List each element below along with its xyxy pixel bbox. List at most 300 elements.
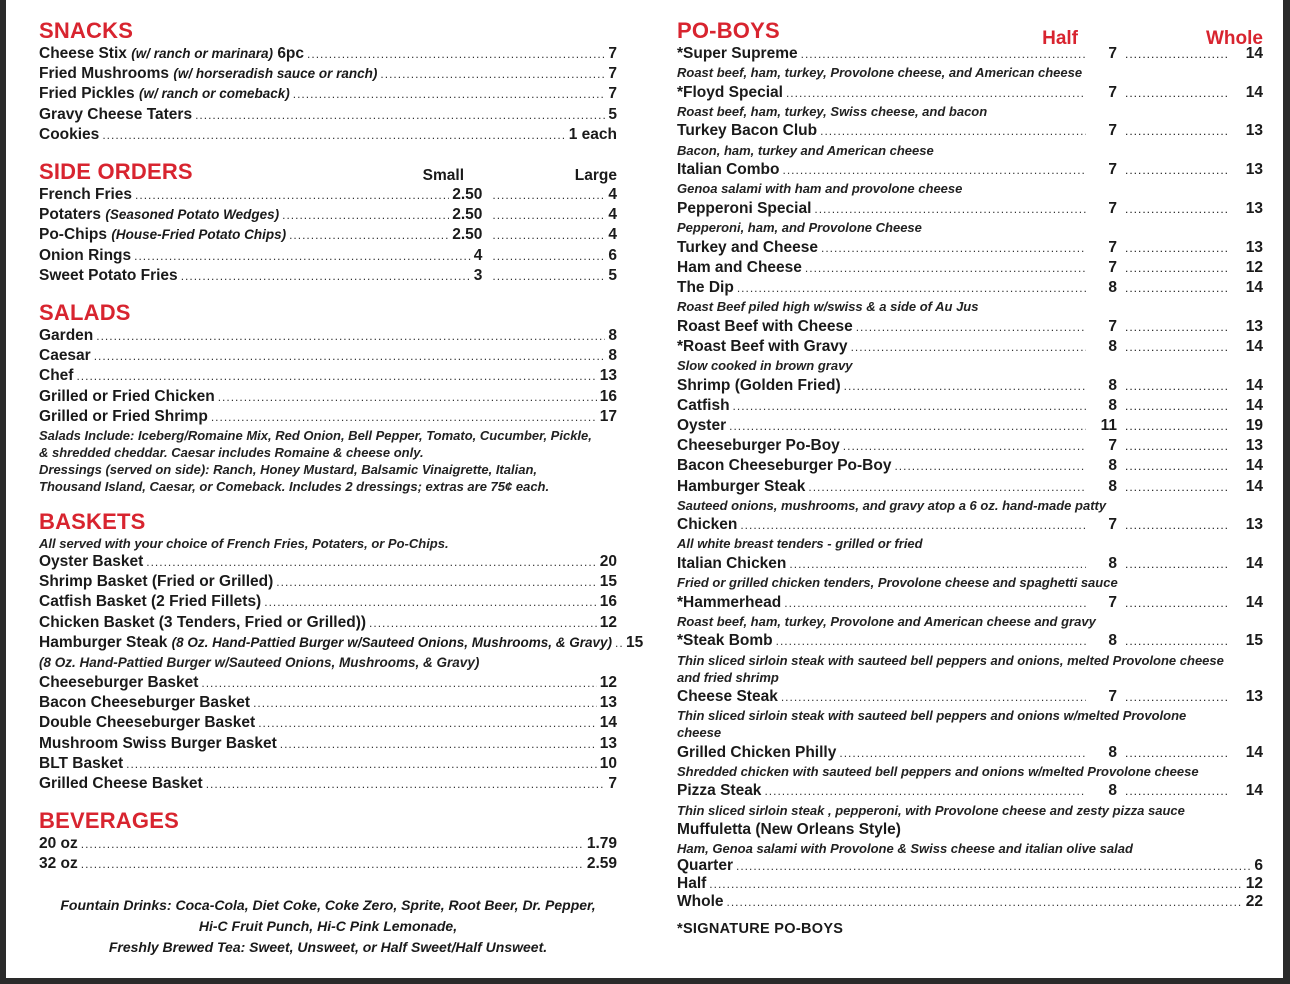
menu-item-row — [39, 834, 617, 854]
poboy-row — [677, 160, 1263, 180]
small-price: 2.50 — [452, 226, 483, 244]
dot-leader — [380, 64, 605, 84]
signature-note: *SIGNATURE PO-BOYS — [677, 921, 844, 938]
dot-leader — [1125, 781, 1229, 801]
side-orders-header — [39, 159, 617, 185]
dot-leader — [737, 278, 1086, 298]
item-name-text: French Fries — [39, 186, 133, 204]
dot-leader — [789, 554, 1086, 574]
menu-item-row — [39, 44, 617, 64]
item-note: (w/ ranch or comeback) — [138, 86, 290, 102]
size-name: Quarter — [677, 857, 733, 875]
dot-leader — [843, 436, 1086, 456]
dot-leader — [1125, 199, 1229, 219]
dot-leader — [808, 477, 1086, 497]
baskets-list — [39, 552, 644, 794]
menu-item-row — [39, 552, 617, 572]
muffuletta-size-row — [677, 893, 1263, 911]
poboy-name: *Steak Bomb — [677, 632, 773, 650]
dot-leader — [181, 266, 471, 286]
poboy-name: *Roast Beef with Gravy — [677, 337, 848, 355]
whole-price: 14 — [1245, 396, 1263, 414]
side-orders-title: SIDE ORDERS — [39, 159, 193, 185]
salads-note-line: & shredded cheddar. Caesar includes Romaine & cheese only. — [39, 445, 424, 461]
dot-leader — [1125, 278, 1229, 298]
poboy-row — [677, 554, 1263, 574]
half-price: 7 — [1108, 122, 1117, 140]
item-note: (w/ horseradish sauce or ranch) — [173, 66, 378, 82]
poboy-item — [677, 396, 1263, 416]
poboy-name: Chicken — [677, 516, 738, 534]
item-name-text: Oyster Basket — [39, 553, 144, 571]
item-name — [39, 854, 78, 874]
menu-item-row — [39, 734, 617, 754]
half-price: 8 — [1108, 632, 1117, 650]
dot-leader — [782, 160, 1086, 180]
poboy-item — [677, 743, 1263, 780]
poboy-desc: Roast Beef piled high w/swiss & a side of Au Jus — [677, 299, 979, 315]
dot-leader — [1125, 376, 1229, 396]
dot-leader — [492, 185, 604, 205]
dot-leader — [206, 774, 606, 794]
dot-leader — [851, 337, 1086, 357]
menu-item-row — [39, 754, 617, 774]
half-price: 7 — [1108, 317, 1117, 335]
menu-item-row — [39, 387, 617, 407]
dot-leader — [1125, 687, 1229, 707]
fountain-line: Hi-C Fruit Punch, Hi-C Pink Lemonade, — [198, 917, 458, 934]
dot-leader — [709, 875, 1242, 893]
fountain-line: Fountain Drinks: Coca-Cola, Diet Coke, Coke Zero, Sprite, Root Beer, Dr. Pepper, — [60, 896, 596, 913]
item-name — [39, 225, 286, 245]
dot-leader — [894, 456, 1086, 476]
dot-leader — [1125, 631, 1229, 651]
item-name — [39, 592, 261, 612]
item-price: 10 — [599, 754, 617, 772]
poboy-item — [677, 44, 1263, 81]
dot-leader — [1125, 477, 1229, 497]
whole-price: 14 — [1245, 782, 1263, 800]
large-price: 4 — [608, 226, 617, 244]
whole-price: 13 — [1245, 122, 1263, 140]
half-column-label: Half — [1042, 28, 1078, 49]
half-price: 7 — [1108, 258, 1117, 276]
item-name — [39, 366, 73, 386]
poboy-name: Italian Chicken — [677, 554, 787, 572]
item-name — [39, 246, 131, 266]
item-price: 17 — [599, 407, 617, 425]
poboy-desc: Genoa salami with ham and provolone cheese — [677, 181, 963, 197]
poboy-row — [677, 317, 1263, 337]
dot-leader — [76, 366, 596, 386]
large-price: 6 — [608, 246, 617, 264]
dot-leader — [736, 857, 1251, 875]
dot-leader — [126, 754, 597, 774]
poboy-item — [677, 593, 1263, 630]
item-name — [39, 613, 366, 633]
half-price: 8 — [1108, 278, 1117, 296]
salads-title: SALADS — [39, 300, 131, 326]
poboy-desc: Thin sliced sirloin steak with sauteed bell peppers and onions, melted Provolone cheese — [677, 652, 1224, 668]
dot-leader — [1125, 160, 1229, 180]
muffuletta-name-row — [677, 820, 1263, 840]
dot-leader — [1125, 337, 1229, 357]
whole-price: 14 — [1245, 83, 1263, 101]
poboy-name: *Super Supreme — [677, 45, 798, 62]
item-name — [39, 693, 250, 713]
item-name-text: Fried Mushrooms — [39, 65, 170, 83]
poboy-desc: cheese — [677, 725, 722, 741]
item-name — [39, 713, 255, 733]
dot-leader — [195, 105, 605, 125]
item-price: 7 — [608, 45, 617, 62]
poboy-name: Italian Combo — [677, 161, 780, 179]
item-price: 8 — [608, 327, 617, 345]
poboy-item — [677, 121, 1263, 158]
poboy-desc: Shredded chicken with sauteed bell peppers and onions w/melted Provolone cheese — [677, 763, 1199, 779]
baskets-title: BASKETS — [39, 509, 146, 535]
poboy-item — [677, 436, 1263, 456]
dot-leader — [1125, 83, 1229, 103]
half-price: 7 — [1108, 199, 1117, 217]
whole-price: 19 — [1245, 416, 1263, 434]
item-name-text: Mushroom Swiss Burger Basket — [39, 734, 277, 752]
half-price: 7 — [1108, 437, 1117, 455]
salads-note-line: Dressings (served on side): Ranch, Honey Mustard, Balsamic Vinaigrette, Italian, — [39, 462, 537, 478]
poboy-row — [677, 687, 1263, 707]
item-name-text: BLT Basket — [39, 754, 124, 772]
dot-leader — [307, 44, 605, 64]
poboy-row — [677, 515, 1263, 535]
size-name: Whole — [677, 893, 724, 911]
item-name-text: Grilled Cheese Basket — [39, 775, 203, 793]
poboy-item — [677, 416, 1263, 436]
dot-leader — [839, 743, 1086, 763]
menu-item-row — [39, 326, 617, 346]
item-name-text: Onion Rings — [39, 246, 132, 264]
dot-leader — [733, 396, 1086, 416]
large-price: 4 — [608, 186, 617, 204]
poboy-desc: Fried or grilled chicken tenders, Provolone cheese and spaghetti sauce — [677, 575, 1118, 591]
item-name-text: Chef — [39, 367, 74, 385]
item-name-text: Chicken Basket (3 Tenders, Fried or Grilled)) — [39, 613, 367, 631]
whole-price: 14 — [1245, 593, 1263, 611]
half-price: 8 — [1108, 743, 1117, 761]
item-price: 7 — [608, 85, 617, 103]
poboy-name: Oyster — [677, 416, 727, 434]
menu-item-row — [39, 854, 617, 874]
poboy-row — [677, 593, 1263, 613]
item-price: 14 — [599, 714, 617, 732]
dot-leader — [820, 121, 1086, 141]
item-name — [39, 266, 178, 286]
dot-leader — [258, 713, 597, 733]
poboy-row — [677, 258, 1263, 278]
poboy-item — [677, 456, 1263, 476]
menu-item-row — [39, 125, 617, 145]
poboy-row — [677, 83, 1263, 103]
poboy-name: Pizza Steak — [677, 782, 762, 800]
half-price: 8 — [1108, 457, 1117, 475]
poboy-name: Roast Beef with Cheese — [677, 317, 853, 335]
whole-price: 14 — [1245, 376, 1263, 394]
small-price: 4 — [473, 246, 483, 264]
dot-leader — [492, 266, 604, 286]
poboy-desc: Sauteed onions, mushrooms, and gravy atop a 6 oz. hand-made patty — [677, 497, 1107, 513]
size-price: 6 — [1254, 857, 1263, 875]
dot-leader — [727, 893, 1243, 911]
poboy-name: *Hammerhead — [677, 593, 782, 611]
dot-leader — [1125, 317, 1229, 337]
poboy-row — [677, 396, 1263, 416]
poboy-item — [677, 515, 1263, 552]
poboy-item — [677, 238, 1263, 258]
small-column-label: Small — [422, 167, 464, 185]
item-price: 16 — [599, 593, 617, 611]
poboy-desc: Bacon, ham, turkey and American cheese — [677, 142, 934, 158]
menu-item-row — [39, 774, 617, 794]
item-name-text: Potaters — [39, 206, 102, 224]
poboy-item — [677, 278, 1263, 315]
dot-leader — [1125, 436, 1229, 456]
item-name — [39, 326, 93, 346]
dot-leader — [492, 225, 604, 245]
item-name-text: Fried Pickles — [39, 85, 135, 103]
item-name — [39, 185, 132, 205]
item-price: 12 — [599, 613, 617, 631]
item-price: 1 each — [568, 125, 617, 143]
item-name-text: Catfish Basket (2 Fried Fillets) — [39, 593, 262, 611]
half-price: 8 — [1108, 554, 1117, 572]
poboy-desc: Pepperoni, ham, and Provolone Cheese — [677, 220, 922, 236]
poboy-item — [677, 781, 1263, 818]
item-price: 12 — [599, 674, 617, 692]
item-name — [39, 552, 143, 572]
poboy-item — [677, 199, 1263, 236]
poboy-row — [677, 631, 1263, 651]
menu-item-row — [39, 346, 617, 366]
poboy-item — [677, 337, 1263, 374]
poboy-name: Turkey Bacon Club — [677, 122, 818, 140]
menu-item-row — [39, 105, 617, 125]
item-name-text: 20 oz — [39, 835, 78, 853]
item-price: 15 — [626, 633, 644, 651]
dot-leader — [81, 854, 584, 874]
poboy-desc: Roast beef, ham, turkey, Provolone and American cheese and gravy — [677, 613, 1096, 629]
item-note: (Seasoned Potato Wedges) — [105, 207, 280, 223]
muffuletta-block — [677, 820, 1263, 911]
item-name — [39, 105, 192, 125]
half-price: 7 — [1108, 161, 1117, 179]
poboy-row — [677, 199, 1263, 219]
poboy-name: *Floyd Special — [677, 83, 783, 101]
poboy-name: Hamburger Steak — [677, 477, 806, 495]
dot-leader — [492, 205, 604, 225]
item-name — [39, 572, 273, 592]
poboy-item — [677, 258, 1263, 278]
dot-leader — [264, 592, 597, 612]
item-name — [39, 734, 277, 754]
dot-leader — [615, 633, 623, 653]
item-name — [39, 125, 99, 145]
item-price: 20 — [599, 553, 617, 571]
dot-leader — [1125, 416, 1229, 436]
poboy-name: Catfish — [677, 396, 730, 414]
menu-item-row — [39, 592, 617, 612]
item-name — [39, 84, 290, 104]
dot-leader — [729, 416, 1086, 436]
half-price: 7 — [1108, 238, 1117, 256]
dot-leader — [1125, 743, 1229, 763]
whole-price: 14 — [1245, 457, 1263, 475]
item-name-text: Cheeseburger Basket — [39, 674, 199, 692]
dot-leader — [856, 317, 1086, 337]
size-price: 22 — [1245, 893, 1263, 911]
dot-leader — [740, 515, 1086, 535]
item-price: 15 — [599, 573, 617, 591]
menu-item-row — [39, 84, 617, 104]
poboy-name: Turkey and Cheese — [677, 238, 818, 256]
item-name — [39, 64, 377, 84]
salads-note-line: Thousand Island, Caesar, or Comeback. Includes 2 dressings; extras are 75¢ each. — [39, 479, 550, 495]
poboy-item — [677, 477, 1263, 514]
large-column-label: Large — [574, 167, 617, 185]
dot-leader — [135, 185, 449, 205]
menu-item-row — [39, 572, 617, 592]
small-price: 3 — [473, 266, 483, 284]
item-name-text: Caesar — [39, 347, 91, 365]
item-name-text: Cookies — [39, 125, 100, 143]
poboy-row — [677, 781, 1263, 801]
item-name — [39, 205, 279, 225]
dot-leader — [776, 631, 1086, 651]
dot-leader — [1125, 121, 1229, 141]
dot-leader — [276, 572, 596, 592]
item-name — [39, 774, 203, 794]
half-price: 7 — [1108, 83, 1117, 101]
whole-price: 15 — [1245, 632, 1263, 650]
poboys-header — [677, 18, 1263, 49]
half-price: 11 — [1100, 416, 1117, 434]
item-suffix: 6pc — [277, 45, 305, 62]
item-price: 8 — [608, 347, 617, 365]
beverages-list — [39, 834, 617, 874]
poboy-row — [677, 477, 1263, 497]
large-price: 4 — [608, 206, 617, 224]
whole-price: 13 — [1245, 688, 1263, 706]
side-order-row — [39, 266, 617, 286]
dot-leader — [218, 387, 597, 407]
half-price: 8 — [1108, 782, 1117, 800]
item-name-text: Sweet Potato Fries — [39, 266, 178, 284]
item-note: (House-Fried Potato Chips) — [111, 227, 287, 243]
dot-leader — [764, 781, 1086, 801]
menu-item-row — [39, 633, 644, 653]
menu-item-row — [39, 407, 617, 427]
side-order-row — [39, 185, 617, 205]
dot-leader — [96, 326, 605, 346]
dot-leader — [369, 613, 597, 633]
whole-price: 14 — [1245, 477, 1263, 495]
item-name — [39, 633, 612, 653]
poboy-item — [677, 376, 1263, 396]
poboy-name: Cheeseburger Po-Boy — [677, 437, 840, 455]
item-price: 13 — [599, 694, 617, 712]
poboy-row — [677, 121, 1263, 141]
half-price: 8 — [1108, 337, 1117, 355]
poboy-name: Grilled Chicken Philly — [677, 743, 837, 761]
whole-price: 14 — [1245, 278, 1263, 296]
half-price: 8 — [1108, 396, 1117, 414]
item-name — [39, 673, 198, 693]
poboy-item — [677, 687, 1263, 741]
item-price: 16 — [599, 387, 617, 405]
whole-price: 12 — [1245, 258, 1263, 276]
poboy-desc: Thin sliced sirloin steak , pepperoni, with Provolone cheese and zesty pizza sauce — [677, 802, 1185, 818]
dot-leader — [1125, 396, 1229, 416]
fountain-drinks-note — [39, 895, 617, 958]
large-price: 5 — [608, 266, 617, 284]
menu-item-row — [39, 366, 617, 386]
basket-note: (8 Oz. Hand-Pattied Burger w/Sauteed Onions, Mushrooms, & Gravy) — [39, 655, 480, 671]
salads-list — [39, 326, 617, 427]
whole-price: 13 — [1245, 199, 1263, 217]
muffuletta-size-row — [677, 857, 1263, 875]
poboy-desc: and fried shrimp — [677, 669, 779, 685]
item-name-text: Cheese Stix — [39, 45, 127, 62]
menu-item-row — [39, 613, 617, 633]
menu-page — [6, 0, 1283, 978]
poboy-item — [677, 160, 1263, 197]
small-price: 2.50 — [452, 206, 483, 224]
item-name — [39, 387, 215, 407]
poboy-row — [677, 743, 1263, 763]
dot-leader — [805, 258, 1086, 278]
dot-leader — [1125, 515, 1229, 535]
fountain-line: Freshly Brewed Tea: Sweet, Unsweet, or Half Sweet/Half Unsweet. — [108, 938, 548, 955]
dot-leader — [1125, 238, 1229, 258]
item-name-text: Bacon Cheeseburger Basket — [39, 694, 251, 712]
poboy-item — [677, 83, 1263, 120]
poboy-name: Ham and Cheese — [677, 258, 802, 276]
dot-leader — [253, 693, 597, 713]
whole-column-label: Whole — [1206, 28, 1263, 49]
dot-leader — [211, 407, 597, 427]
poboys-list — [677, 44, 1263, 819]
poboy-row — [677, 337, 1263, 357]
muffuletta-size-row — [677, 875, 1263, 893]
whole-price: 13 — [1245, 317, 1263, 335]
item-price: 7 — [608, 65, 617, 83]
dot-leader — [134, 246, 471, 266]
half-price: 7 — [1108, 688, 1117, 706]
half-price: 7 — [1108, 45, 1117, 62]
dot-leader — [81, 834, 584, 854]
item-name — [39, 407, 208, 427]
item-name-text: Shrimp Basket (Fried or Grilled) — [39, 573, 274, 591]
half-price: 8 — [1108, 376, 1117, 394]
poboy-desc: Roast beef, ham, turkey, Swiss cheese, and bacon — [677, 103, 988, 119]
whole-price: 13 — [1245, 437, 1263, 455]
item-name — [39, 346, 91, 366]
item-price: 2.59 — [586, 855, 617, 873]
salads-notes — [39, 427, 617, 495]
dot-leader — [1125, 554, 1229, 574]
poboy-name: Cheese Steak — [677, 688, 778, 706]
item-name-text: Grilled or Fried Chicken — [39, 387, 215, 405]
side-orders-list — [39, 185, 617, 286]
poboy-row — [677, 44, 1263, 64]
